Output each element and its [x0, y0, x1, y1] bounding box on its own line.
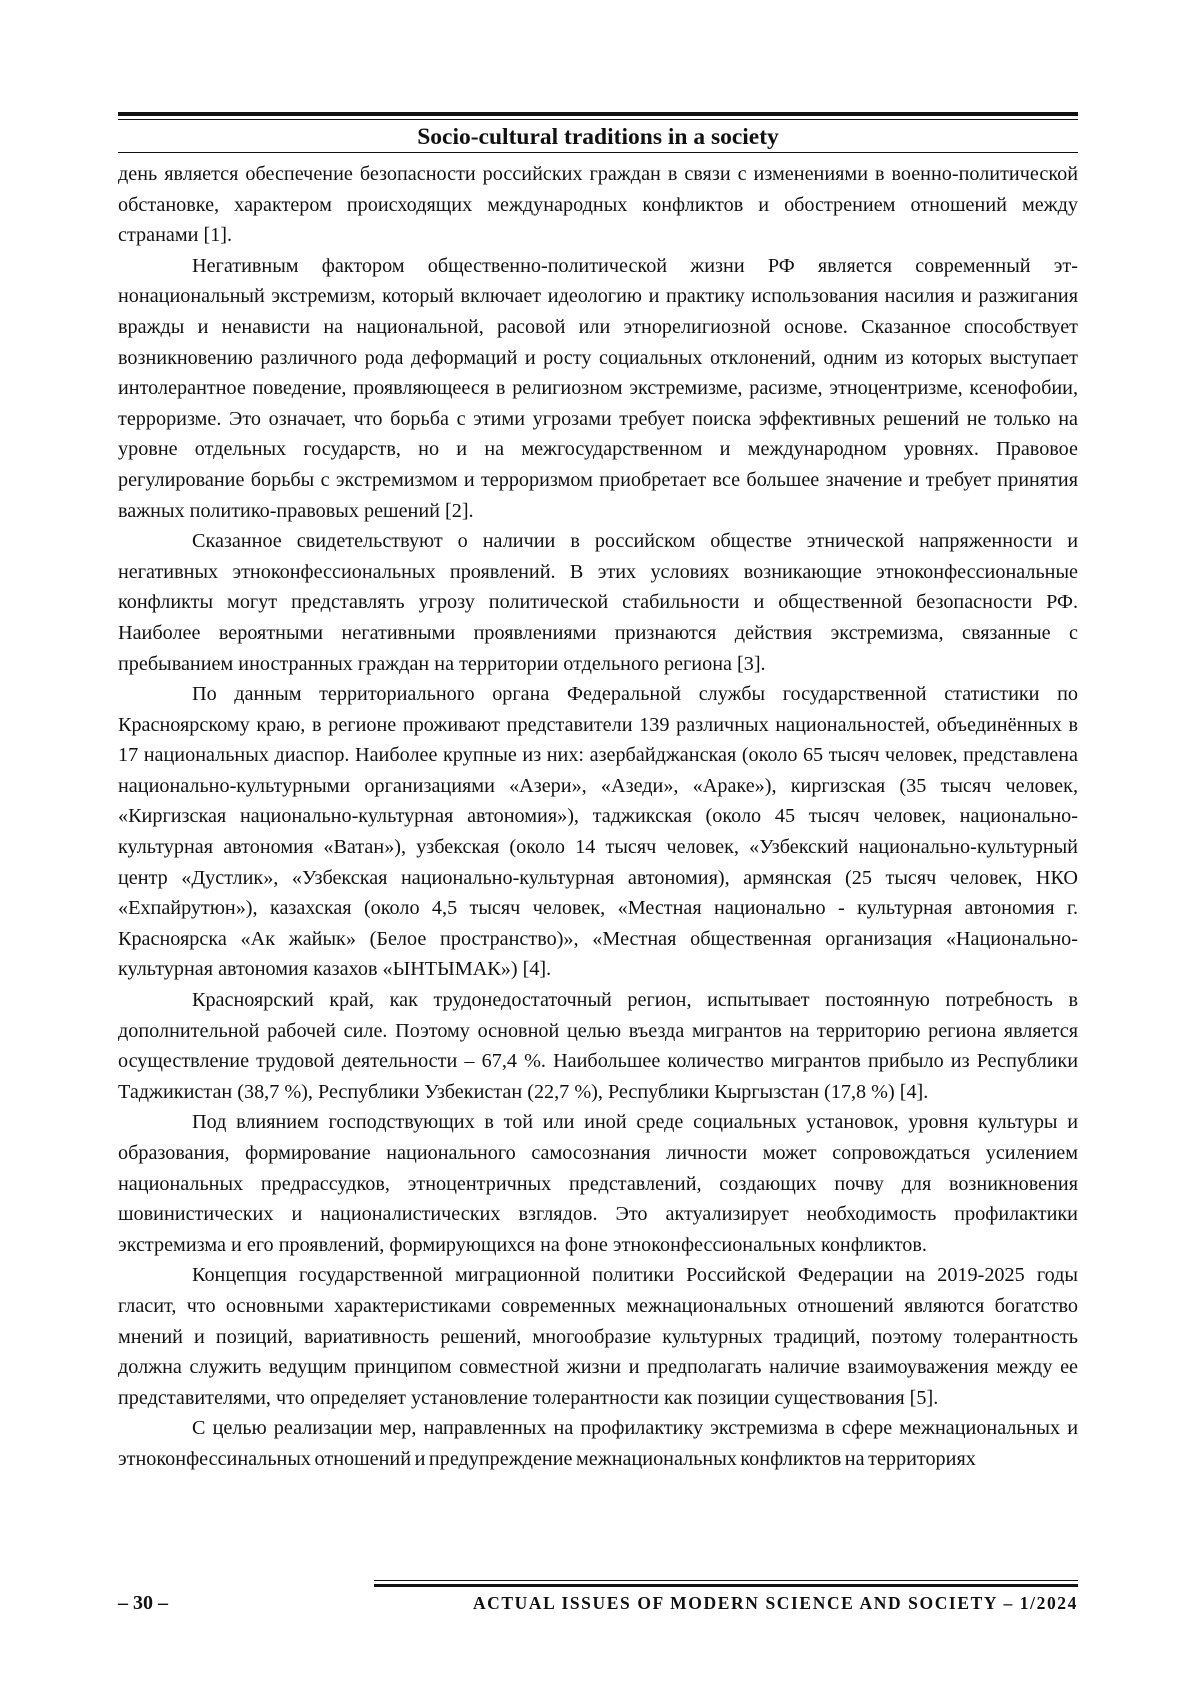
- header-rule-thick: [118, 112, 1078, 116]
- paragraph: Красноярский край, как трудонедостаточный регион, испытывает постоянную потребность в дополнительной рабочей силе. Поэтому основной целью въезда мигрантов на территорию региона является осуществление трудовой деятельности – 67,4 %. Наибольшее количество мигрантов прибыло из Республики Таджикистан (38,7 %), Республики Узбекистан (22,7 %), Республики Кыргызстан (17,8 %) [4].: [118, 989, 1078, 1103]
- paragraph: Сказанное свидетельствуют о наличии в российском обществе этнической напряженности и негативных этноконфессиональных проявлений. В этих условиях возникающие этноконфессиональные конфликты могут представлять угрозу политической стабильности и общественной безопасности РФ. Наиболее вероятными негативными проявлениями признаются действия экстремизма, связанные с пребыванием иностранных граждан на территории отдельного региона [3].: [118, 530, 1078, 675]
- footer-rules: [374, 1580, 1078, 1587]
- footer-rule-thick: [374, 1584, 1078, 1587]
- header-rule-thin: [118, 119, 1078, 120]
- article-body: [118, 159, 1078, 1475]
- journal-title: ACTUAL ISSUES OF MODERN SCIENCE AND SOCIETY – 1/2024: [472, 1593, 1078, 1613]
- paragraph: Под влиянием господствующих в той или иной среде социальных установок, уровня культуры и образования, формирование национального самосознания личности может сопровождаться усилением национальных предрассудков, этноцентричных представлений, создающих почву для возникновения шовинистических и националистических взглядов. Это актуализирует необходимость профилактики экстремизма и его проявлений, формирующихся на фоне этноконфессиональных конфликтов.: [118, 1111, 1078, 1256]
- running-title: Socio-cultural traditions in a society: [417, 124, 779, 150]
- paragraph: Негативным фактором общественно-политической жизни РФ является современный этнонациональный экстремизм, который включает идеологию и практику использования насилия и разжигания вражды и ненависти на национальной, расовой или этнорелигиозной основе. Сказанное способствует возникновению различного рода деформаций и росту социальных отклонений, одним из которых выступает интолерантное поведение, проявляющееся в религиозном экстремизме, расизме, этноцентризме, ксенофобии, терроризме. Это означает, что борьба с этими угрозами требует поиска эффективных решений не только на уровне отдельных государств, но и на межгосударственном и международном уровнях. Правовое регулирование борьбы с экстремизмом и терроризмом приобретает все большее значение и требует принятия важных политико-правовых решений [2].: [118, 254, 1078, 522]
- paragraph: С целью реализации мер, направленных на профилактику экстремизма в сфере межнациональных и этноконфессинальных отношений и предупреждение межнациональных конфликтов на территориях: [118, 1417, 1078, 1470]
- running-header: [118, 112, 1078, 153]
- footer-rule-thin: [374, 1580, 1078, 1581]
- paragraph-continuation: день является обеспечение безопасности российских граждан в связи с изменениями в военно-политической обстановке, характером происходящих международных конфликтов и обострением отношений между странами [1].: [118, 163, 1078, 247]
- page-number: – 30 –: [118, 1592, 168, 1614]
- paragraph: Концепция государственной миграционной политики Российской Федерации на 2019-2025 годы гласит, что основными характеристиками современных межнациональных отношений являются богатство мнений и позиций, вариативность решений, многообразие культурных традиций, поэтому толерантность должна служить ведущим принципом совместной жизни и предполагать наличие взаимоуважения между ее представителями, что определяет установление толерантности как позиции существования [5].: [118, 1264, 1078, 1409]
- page-footer: [118, 1580, 1078, 1620]
- paragraph: По данным территориального органа Федеральной службы государственной статистики по Красноярскому краю, в регионе проживают представители 139 различных национальностей, объединённых в 17 национальных диаспор. Наиболее крупные из них: азербайджанская (около 65 тысяч человек, представлена национально-культурными организациями «Азери», «Азеди», «Араке»), киргизская (35 тысяч человек, «Киргизская национально-культурная автономия»), таджикская (около 45 тысяч человек, национально-культурная автономия «Ватан»), узбекская (около 14 тысяч человек, «Узбекский национально-культурный центр «Дустлик», «Узбекская национально-культурная автономия), армянская (25 тысяч человек, НКО «Ехпайрутюн»), казахская (около 4,5 тысяч человек, «Местная национально - культурная автономия г. Красноярска «Ак жайык» (Белое пространство)», «Местная общественная организация «Национально-культурная автономия казахов «ЫНТЫМАК») [4].: [118, 683, 1078, 981]
- header-rule-under: [118, 152, 1078, 153]
